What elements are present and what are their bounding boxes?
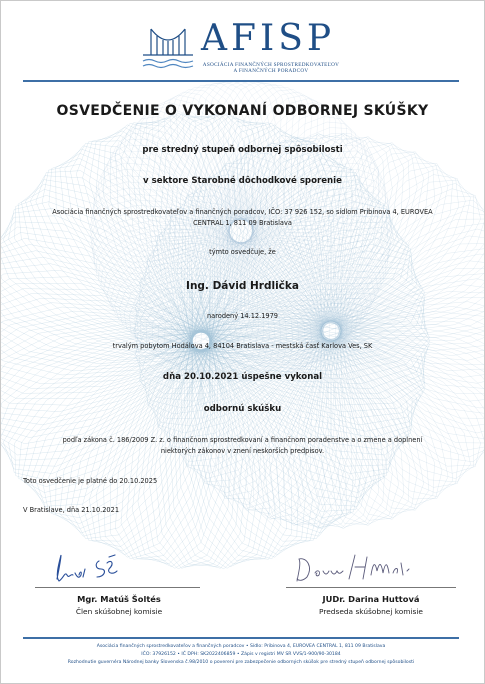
exam-date: dňa 20.10.2021 úspešne vykonal (162, 372, 323, 382)
footer-line-1: Asociácia finančných sprostredkovateľov a finančných poradcov • Sídlo: Pribinova 4, EUROVEA CENTRAL 1, 811 09 Bratislava (96, 644, 386, 649)
signature-left-image (49, 549, 149, 587)
afisp-logo (141, 18, 351, 81)
footer-line-2: IČO: 37926152 • IČ DPH: SK2022406859 • Zápis v registri MV SR VVS/1-900/90-30184 (141, 652, 341, 657)
footer-divider (23, 637, 459, 639)
signer-left-role: Člen skúšobnej komisie (75, 607, 163, 616)
law-line-2: niektorých zákonov v znení neskorších predpisov. (160, 446, 325, 455)
bridge-emblem-icon (141, 25, 195, 71)
holder-name: Ing. Dávid Hrdlička (186, 280, 299, 292)
footer-line-3: Rozhodnutie guvernéra Národnej banky Slovenska č.98/2010 o poverení pre zabezpečenie odborných skúšok pre stredný stupeň odbornej spôsobilosti (67, 660, 415, 665)
signer-left-name: Mgr. Matúš Šoltés (77, 594, 161, 604)
exam-type: odbornú skúšku (203, 404, 282, 414)
birth-date: narodený 14.12.1979 (207, 312, 278, 320)
issuer-text (21, 207, 464, 228)
signer-right-role: Predseda skúšobnej komisie (319, 607, 423, 616)
certificate-sector: v sektore Starobné dôchodkové sporenie (143, 176, 342, 186)
residence-text: trvalým pobytom Hodálova 4, 84104 Bratislava - mestská časť Karlova Ves, SK (112, 342, 373, 350)
place-date-text: V Bratislave, dňa 21.10.2021 (23, 506, 120, 514)
law-line-1: podľa zákona č. 186/2009 Z. z. o finančnom sprostredkovaní a finančnom poradenstve a o zmene a doplnení (62, 436, 423, 444)
logo-subtitle-line1: ASOCIÁCIA FINANČNÝCH SPROSTREDKOVATEĽOV (202, 62, 340, 68)
logo-wordmark: AFISP (201, 18, 336, 59)
issuer-line-2: CENTRAL 1, 811 09 Bratislava (193, 218, 292, 227)
law-text (21, 435, 464, 456)
signature-line-right (286, 587, 456, 588)
signature-right-image (293, 549, 443, 587)
signer-left (29, 594, 209, 616)
logo-subtitle-line2: A FINANČNÝCH PORADCOV (233, 68, 309, 74)
issuer-line-1: Asociácia finančných sprostredkovateľov a finančných poradcov, IČO: 37 926 152, so sídlom Pribinova 4, EUROVEA (52, 208, 433, 216)
certificate-title: OSVEDČENIE O VYKONANÍ ODBORNEJ SKÚŠKY (56, 103, 429, 119)
certificate-level: pre stredný stupeň odbornej spôsobilosti (142, 145, 343, 155)
signer-right-name: JUDr. Darina Huttová (322, 594, 420, 604)
header-divider (23, 80, 459, 82)
signer-right (281, 594, 461, 616)
certifies-text: týmto osvedčuje, že (209, 248, 276, 256)
validity-text: Toto osvedčenie je platné do 20.10.2025 (23, 477, 158, 485)
signature-line-left (35, 587, 200, 588)
